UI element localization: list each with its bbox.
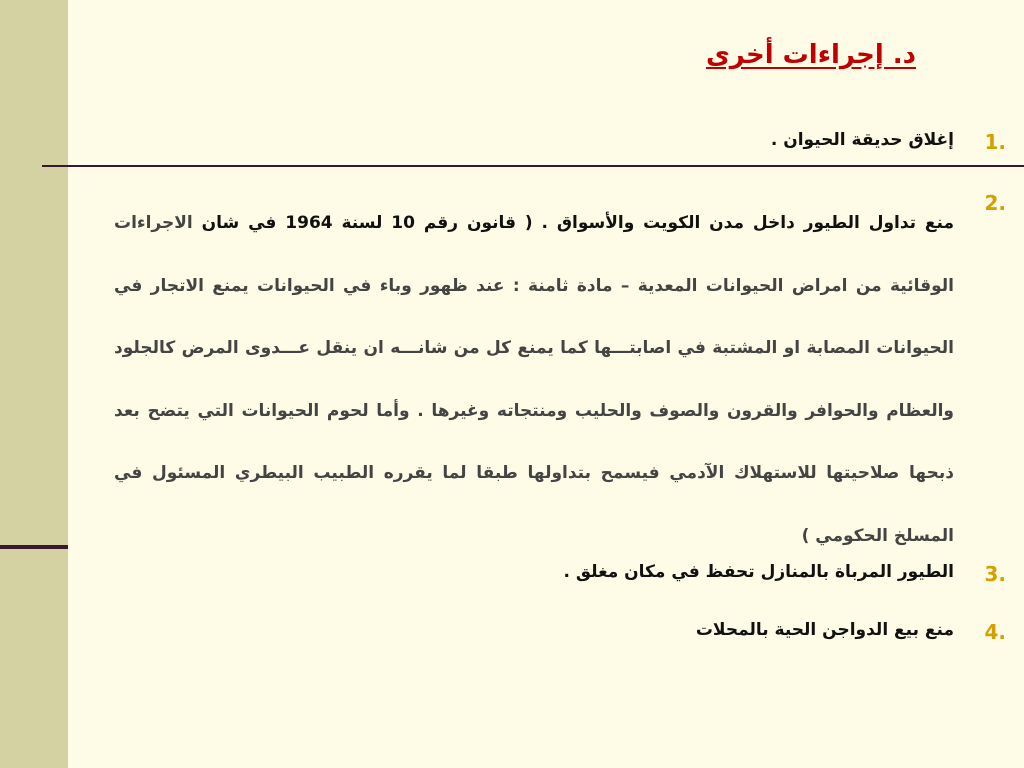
list-item bbox=[104, 562, 1006, 586]
item-number: 4. bbox=[984, 620, 1006, 644]
band-divider bbox=[0, 545, 68, 549]
left-decor-band bbox=[0, 0, 68, 768]
slide-title: د. إجراءات أخرى bbox=[705, 40, 916, 70]
item-lead-text: منع تداول الطيور داخل مدن الكويت والأسواق . ( قانون رقم 10 لسنة 1964 في شان bbox=[201, 213, 955, 233]
item-text: منع بيع الدواجن الحية بالمحلات bbox=[695, 620, 954, 640]
item-number: 2. bbox=[984, 191, 1006, 215]
item-number: 3. bbox=[984, 562, 1006, 586]
list-item bbox=[104, 620, 1006, 644]
item-number: 1. bbox=[984, 130, 1006, 154]
item-text: إغلاق حديقة الحيوان . bbox=[770, 130, 954, 150]
item-text: الطيور المرباة بالمنازل تحفظ في مكان مغلق . bbox=[563, 562, 954, 582]
list-item bbox=[114, 191, 1006, 568]
list-item bbox=[104, 130, 1006, 154]
header-divider bbox=[42, 165, 1024, 167]
item-body-text: الاجراءات الوقائية من امراض الحيوانات المعدية – مادة ثامنة : عند ظهور وباء في الحيوانات يمنع الاتجار في الحيوانات المصابة او المشتبة في اصابتـــها كما يمنع كل من شانـــه ان ينقل عـــدوى المرض كالجلود والعظام والحوافر والقرون والصوف والحليب ومنتجاته وغيرها . وأما لحوم الحيوانات التي يتضح بعد ذبحها صلاحيتها للاستهلاك الآدمي فيسمح بتداولها طبقا لما يقرره الطبيب البيطري المسئول في المسلخ الحكومي ) bbox=[114, 213, 954, 546]
